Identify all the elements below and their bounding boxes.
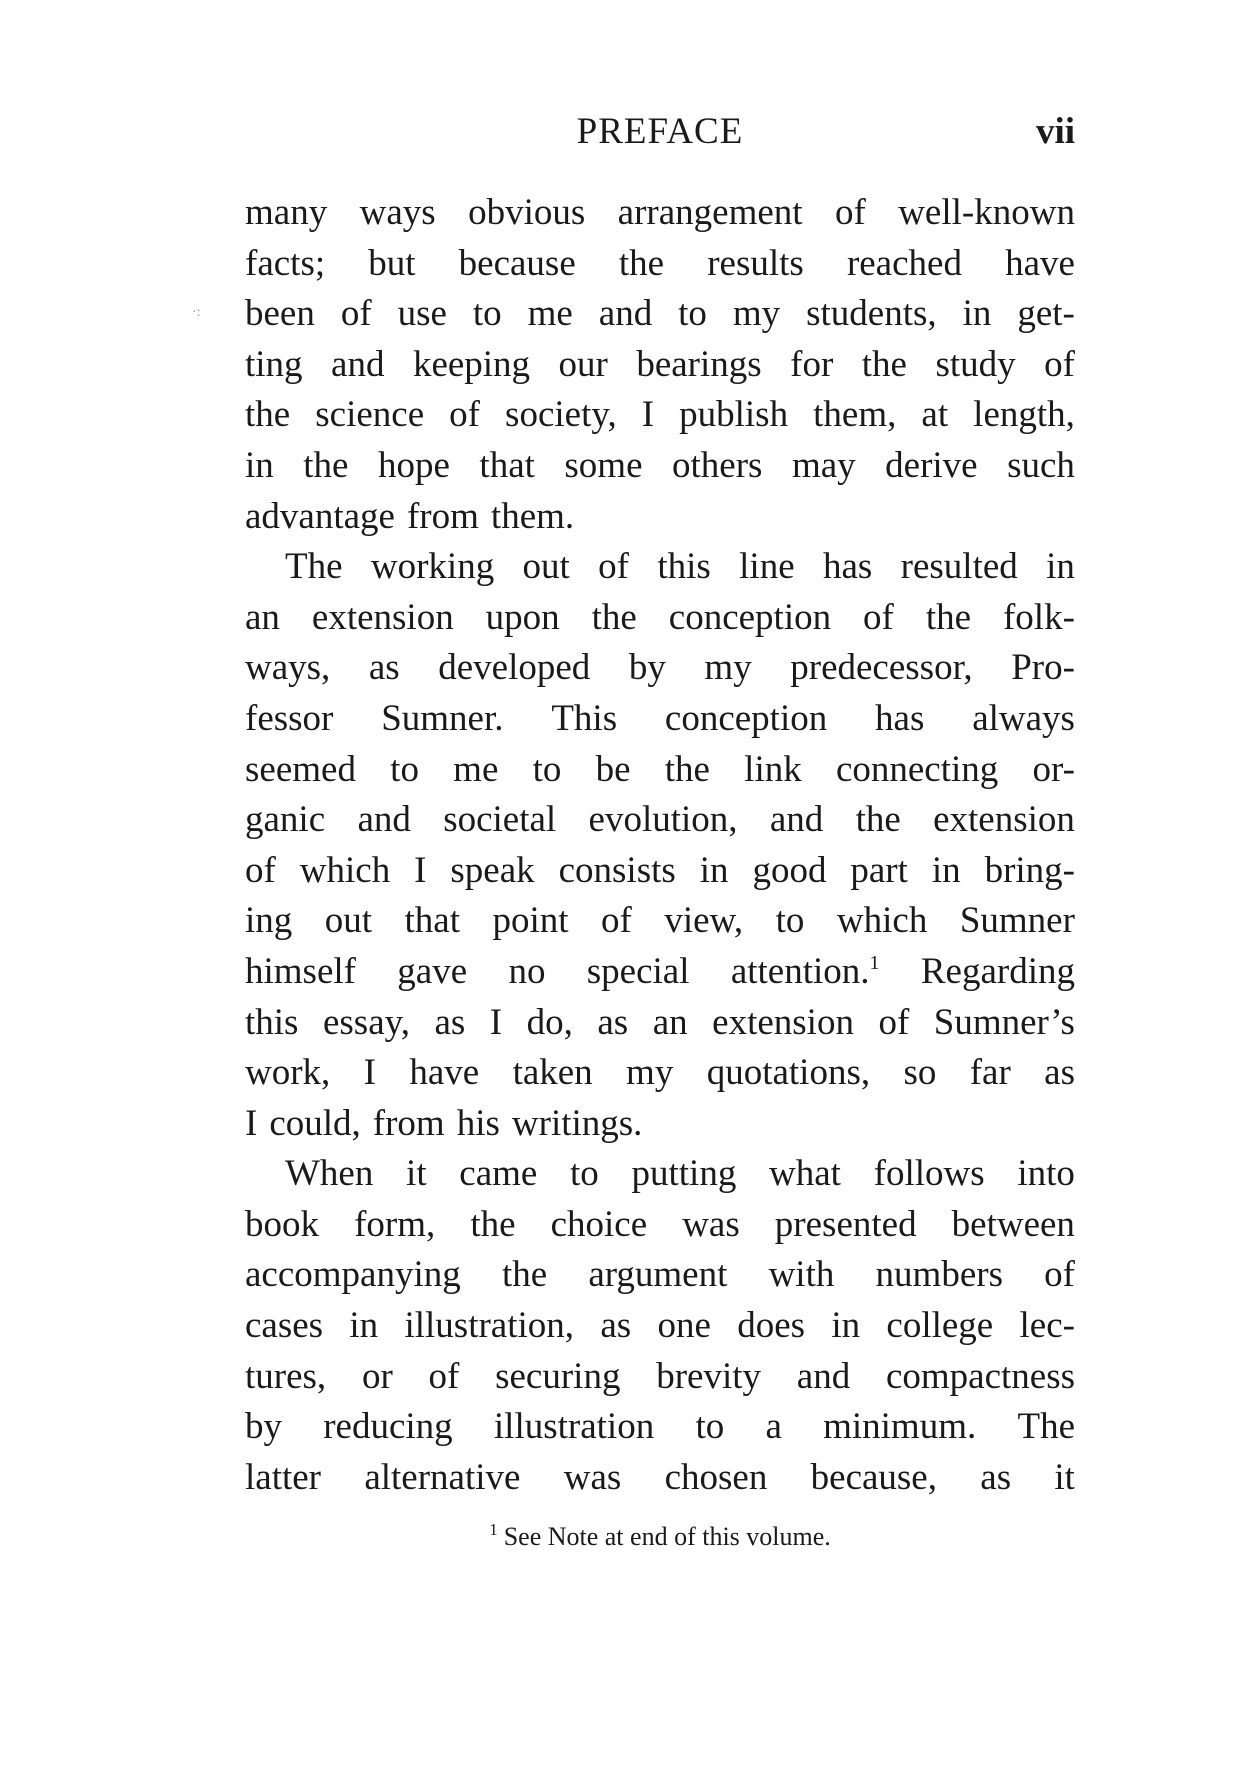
text-line — [245, 694, 1075, 745]
word: or- — [1032, 748, 1075, 790]
word: taken — [512, 1052, 593, 1094]
text-line — [245, 795, 1075, 846]
word: out — [324, 900, 373, 942]
word: so — [903, 1052, 937, 1094]
page-number: vii — [1035, 111, 1075, 152]
word: because, — [810, 1456, 937, 1498]
text-line — [245, 998, 1075, 1049]
word: the — [303, 444, 349, 486]
word: fessor — [245, 697, 334, 739]
word: societal — [443, 799, 557, 841]
word: quotations, — [706, 1052, 871, 1094]
word: presented — [774, 1203, 917, 1245]
word: no — [508, 950, 546, 992]
word: working — [370, 546, 495, 588]
word: of — [1044, 343, 1075, 385]
word: well-known — [898, 192, 1075, 233]
word: special — [586, 950, 690, 992]
word: work, — [245, 1052, 331, 1094]
footnote-text: See Note at end of this volume. — [503, 1522, 831, 1551]
word: hope — [377, 444, 450, 486]
word: bring- — [984, 849, 1075, 891]
word: does — [737, 1305, 806, 1347]
word: putting — [631, 1153, 737, 1195]
word: the — [925, 596, 972, 638]
word: always — [972, 697, 1075, 739]
word: bearings — [636, 343, 762, 385]
word: in — [699, 849, 729, 891]
word: have — [1005, 242, 1075, 284]
word: evolution, — [588, 799, 738, 841]
word: may — [791, 444, 856, 486]
word: and — [357, 799, 411, 841]
word: securing — [495, 1355, 621, 1397]
word: because — [458, 242, 576, 284]
word: between — [951, 1203, 1075, 1245]
word: of — [428, 1355, 460, 1397]
word: by — [628, 647, 666, 689]
word: ganic — [245, 799, 326, 841]
word: publish — [679, 394, 789, 436]
word: part — [850, 849, 908, 891]
word: This — [551, 697, 618, 739]
word: accompanying — [245, 1254, 461, 1296]
word: his — [456, 1102, 500, 1144]
text-line — [245, 542, 1075, 593]
word: our — [558, 343, 608, 385]
word: as — [368, 647, 400, 689]
running-head — [245, 110, 1075, 160]
word: Sumner — [959, 900, 1075, 942]
word: facts; — [245, 242, 326, 284]
word: in — [349, 1305, 379, 1347]
word: as — [434, 1001, 466, 1043]
word: line — [739, 546, 795, 588]
text-line — [245, 947, 1075, 998]
word: been — [245, 293, 315, 335]
word: to — [775, 900, 805, 942]
word: what — [769, 1153, 841, 1195]
word: in — [1046, 546, 1075, 588]
word: college — [886, 1305, 994, 1347]
text-line — [245, 593, 1075, 644]
word: extension — [933, 799, 1075, 841]
word: compactness — [885, 1355, 1075, 1397]
word: that — [479, 444, 535, 486]
word: in — [245, 444, 274, 486]
word: an — [245, 596, 280, 638]
word: it — [1054, 1456, 1075, 1498]
word: brevity — [656, 1355, 762, 1397]
text-line — [245, 492, 1075, 543]
word: the — [245, 394, 291, 436]
word: extension — [311, 596, 454, 638]
word: this — [657, 546, 711, 588]
word: point — [492, 900, 569, 942]
word: me — [453, 748, 499, 790]
text-line — [245, 1149, 1075, 1200]
text-line — [245, 896, 1075, 947]
word: with — [768, 1254, 835, 1296]
word: one — [657, 1305, 711, 1347]
footnote — [245, 1520, 1075, 1552]
word: this — [245, 1001, 299, 1043]
word: attention.$^1$ — [730, 950, 880, 992]
word: or — [361, 1355, 393, 1397]
word: society, — [505, 394, 617, 436]
word: in — [962, 293, 992, 335]
word: choice — [550, 1203, 648, 1245]
body-text — [245, 188, 1075, 1503]
word: and — [598, 293, 653, 335]
word: as — [597, 1001, 629, 1043]
text-line — [245, 441, 1075, 492]
word: upon — [485, 596, 560, 638]
word: of — [863, 596, 894, 638]
word: When — [285, 1153, 374, 1195]
word: speak — [450, 849, 535, 891]
word: the — [855, 799, 901, 841]
word: illustration, — [404, 1305, 575, 1347]
word: illustration — [493, 1406, 655, 1448]
word: extension — [712, 1001, 854, 1043]
word: folk- — [1002, 596, 1075, 638]
word: in — [831, 1305, 861, 1347]
word: reached — [846, 242, 962, 284]
word: Sumner’s — [933, 1001, 1075, 1043]
word: it — [406, 1153, 427, 1195]
word: form, — [354, 1203, 436, 1245]
word: for — [790, 343, 834, 385]
stray-mark: ·: — [192, 305, 201, 320]
word: the — [861, 343, 907, 385]
text-line — [245, 1301, 1075, 1352]
word: tures, — [245, 1355, 327, 1397]
word: of — [834, 192, 866, 233]
word: that — [404, 900, 461, 942]
word: developed — [438, 647, 591, 689]
footnote-marker: 1 — [489, 1520, 498, 1539]
word: numbers — [875, 1254, 1003, 1296]
word: the — [470, 1203, 516, 1245]
text-line — [245, 1453, 1075, 1504]
word: and — [331, 343, 385, 385]
word: derive — [885, 444, 978, 486]
word: Regarding — [920, 950, 1075, 992]
word: an — [652, 1001, 688, 1043]
word: from — [372, 1102, 445, 1144]
word: of — [601, 900, 632, 942]
word: ways — [359, 192, 436, 233]
word: out — [522, 546, 570, 588]
word: be — [595, 748, 631, 790]
word: argument — [588, 1254, 728, 1296]
word: view, — [664, 900, 744, 942]
word: of — [449, 394, 480, 436]
text-line — [245, 745, 1075, 796]
word: them. — [490, 495, 575, 537]
word: ways, — [245, 647, 331, 689]
word: seemed — [245, 748, 356, 790]
text-line — [245, 1250, 1075, 1301]
text-line — [245, 188, 1075, 239]
word: latter — [245, 1456, 322, 1498]
word: the — [618, 242, 665, 284]
word: consists — [558, 849, 676, 891]
word: gave — [397, 950, 468, 992]
word: science — [315, 394, 425, 436]
word: the — [501, 1254, 548, 1296]
text-line — [245, 1048, 1075, 1099]
word: connecting — [835, 748, 999, 790]
word: good — [752, 849, 827, 891]
word: Sumner. — [381, 697, 504, 739]
word: keeping — [412, 343, 531, 385]
word: was — [563, 1456, 622, 1498]
word: some — [564, 444, 643, 486]
word: ting — [245, 343, 303, 385]
word: essay, — [322, 1001, 410, 1043]
text-line — [245, 340, 1075, 391]
word: which — [836, 900, 928, 942]
text-line — [245, 1099, 1075, 1150]
word: arrangement — [617, 192, 803, 233]
word: length, — [973, 394, 1075, 436]
word: of — [878, 1001, 910, 1043]
word: obvious — [468, 192, 586, 233]
word: lec- — [1019, 1305, 1075, 1347]
word: into — [1017, 1153, 1075, 1195]
word: to — [678, 293, 707, 335]
word: to — [472, 293, 502, 335]
word: my — [626, 1052, 674, 1094]
word: book — [245, 1203, 319, 1245]
word: me — [527, 293, 573, 335]
word: The — [1017, 1406, 1075, 1448]
word: and — [769, 799, 824, 841]
word: was — [682, 1203, 740, 1245]
word: far — [969, 1052, 1011, 1094]
word: study — [935, 343, 1016, 385]
text-line — [245, 846, 1075, 897]
text-line — [245, 1402, 1075, 1453]
word: Pro- — [1011, 647, 1075, 689]
word: as — [980, 1456, 1012, 1498]
word: such — [1007, 444, 1075, 486]
word: do, — [526, 1001, 573, 1043]
word: chosen — [664, 1456, 768, 1498]
text-line — [245, 1352, 1075, 1403]
word: by — [245, 1406, 282, 1448]
word: I — [414, 849, 427, 891]
word: as — [600, 1305, 632, 1347]
word: minimum. — [823, 1406, 977, 1448]
page-title: PREFACE — [576, 111, 744, 152]
text-line — [245, 390, 1075, 441]
word: get- — [1017, 293, 1075, 335]
word: cases — [245, 1305, 324, 1347]
word: link — [744, 748, 802, 790]
word: which — [299, 849, 391, 891]
word: conception — [664, 697, 828, 739]
word: himself — [245, 950, 356, 992]
text-line — [245, 643, 1075, 694]
word: alternative — [364, 1456, 521, 1498]
word: of — [245, 849, 276, 891]
word: my — [704, 647, 752, 689]
word: a — [765, 1406, 782, 1448]
word: but — [368, 242, 416, 284]
word: have — [409, 1052, 480, 1094]
word: I — [489, 1001, 503, 1043]
text-line — [245, 239, 1075, 290]
word: to — [390, 748, 419, 790]
word: to — [695, 1406, 725, 1448]
footnote-reference: 1 — [869, 951, 880, 974]
word: The — [285, 546, 343, 588]
word: ing — [245, 900, 293, 942]
word: resulted — [900, 546, 1018, 588]
word: could, — [269, 1102, 361, 1144]
text-line — [245, 1200, 1075, 1251]
word: conception — [668, 596, 832, 638]
word: has — [822, 546, 873, 588]
word: I — [245, 1102, 258, 1144]
word: at — [921, 394, 949, 436]
word: I — [641, 394, 655, 436]
word: of — [1044, 1254, 1075, 1296]
word: came — [459, 1153, 538, 1195]
word: writings. — [511, 1102, 643, 1144]
word: many — [245, 192, 328, 233]
word: the — [591, 596, 637, 638]
text-line — [245, 289, 1075, 340]
word: of — [598, 546, 629, 588]
word: advantage — [245, 495, 395, 537]
word: of — [340, 293, 372, 335]
word: them, — [813, 394, 897, 436]
word: others — [672, 444, 763, 486]
word: my — [732, 293, 781, 335]
word: to — [570, 1153, 599, 1195]
word: use — [397, 293, 447, 335]
word: to — [532, 748, 562, 790]
word: reducing — [323, 1406, 453, 1448]
word: in — [931, 849, 961, 891]
word: and — [796, 1355, 851, 1397]
word: I — [363, 1052, 376, 1094]
word: students, — [806, 293, 937, 335]
word: predecessor, — [790, 647, 973, 689]
word: follows — [873, 1153, 985, 1195]
word: the — [664, 748, 710, 790]
word: results — [707, 242, 804, 284]
word: from — [406, 495, 479, 537]
word: as — [1044, 1052, 1075, 1094]
word: has — [875, 697, 925, 739]
